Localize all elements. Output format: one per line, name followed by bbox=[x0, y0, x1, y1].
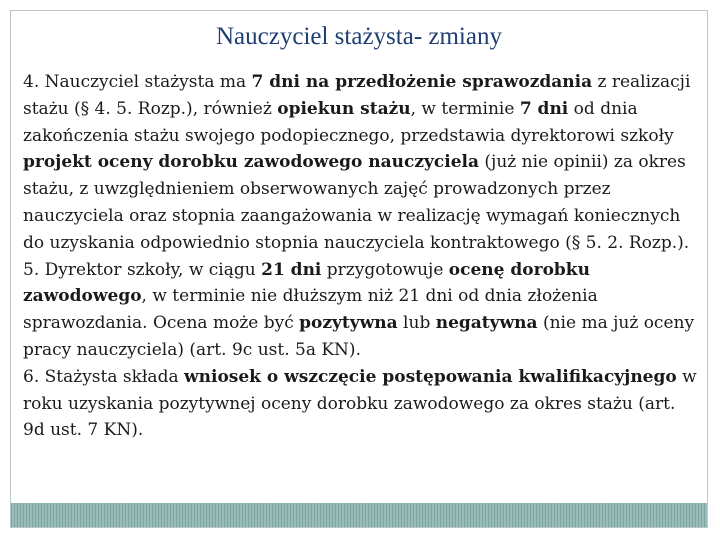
bold-text: wniosek o wszczęcie postępowania kwalifikacyjnego bbox=[184, 366, 677, 387]
bold-text: 7 dni na przedłożenie sprawozdania bbox=[251, 72, 593, 92]
paragraph-4 bbox=[23, 69, 699, 257]
slide-content bbox=[23, 69, 699, 444]
bold-text: ocenę dorobku zawodowego bbox=[23, 259, 590, 307]
bold-text: negatywna bbox=[435, 313, 538, 334]
text: z realizacji stażu (§ 4. 5. Rozp.), również bbox=[23, 72, 691, 119]
slide-frame bbox=[10, 10, 708, 528]
text: (już nie opinii) za okres stażu, z uwzględnieniem obserwowanych zajęć prowadzonych przez nauczyciela oraz stopnia zaangażowania w realizację wymagań koniecznych do uzyskania odpowiednio stopnia nauczyciela kontraktowego (§ 5. 2. Rozp.). bbox=[23, 152, 690, 253]
bold-text: pozytywna bbox=[299, 313, 398, 334]
text: (nie ma już oceny pracy nauczyciela) (art. 9c ust. 5a KN). bbox=[23, 313, 695, 360]
bold-text: 7 dni bbox=[519, 98, 569, 119]
text: w roku uzyskania pozytywnej oceny dorobku zawodowego za okres stażu (art. 9d ust. 7 KN). bbox=[23, 366, 697, 441]
text: 5. Dyrektor szkoły, w ciągu bbox=[23, 259, 262, 280]
bold-text: opiekun stażu bbox=[277, 98, 411, 119]
text: przygotowuje bbox=[321, 259, 449, 280]
text: 6. Stażysta składa bbox=[23, 366, 184, 387]
bold-text: 21 dni bbox=[261, 259, 322, 280]
bold-text: projekt oceny dorobku zawodowego nauczyciela bbox=[23, 152, 480, 173]
paragraph-5 bbox=[23, 257, 699, 364]
text: od dnia zakończenia stażu swojego podopiecznego, przedstawia dyrektorowi szkoły bbox=[23, 98, 674, 146]
text: lub bbox=[397, 313, 436, 334]
text: , w terminie nie dłuższym niż 21 dni od dnia złożenia sprawozdania. Ocena może być bbox=[23, 286, 598, 334]
slide-title: Nauczyciel stażysta- zmiany bbox=[216, 23, 502, 50]
decorative-bottom-bar bbox=[11, 503, 707, 527]
paragraph-6 bbox=[23, 364, 699, 444]
text: 4. Nauczyciel stażysta ma bbox=[23, 72, 252, 92]
text: , w terminie bbox=[410, 98, 520, 119]
